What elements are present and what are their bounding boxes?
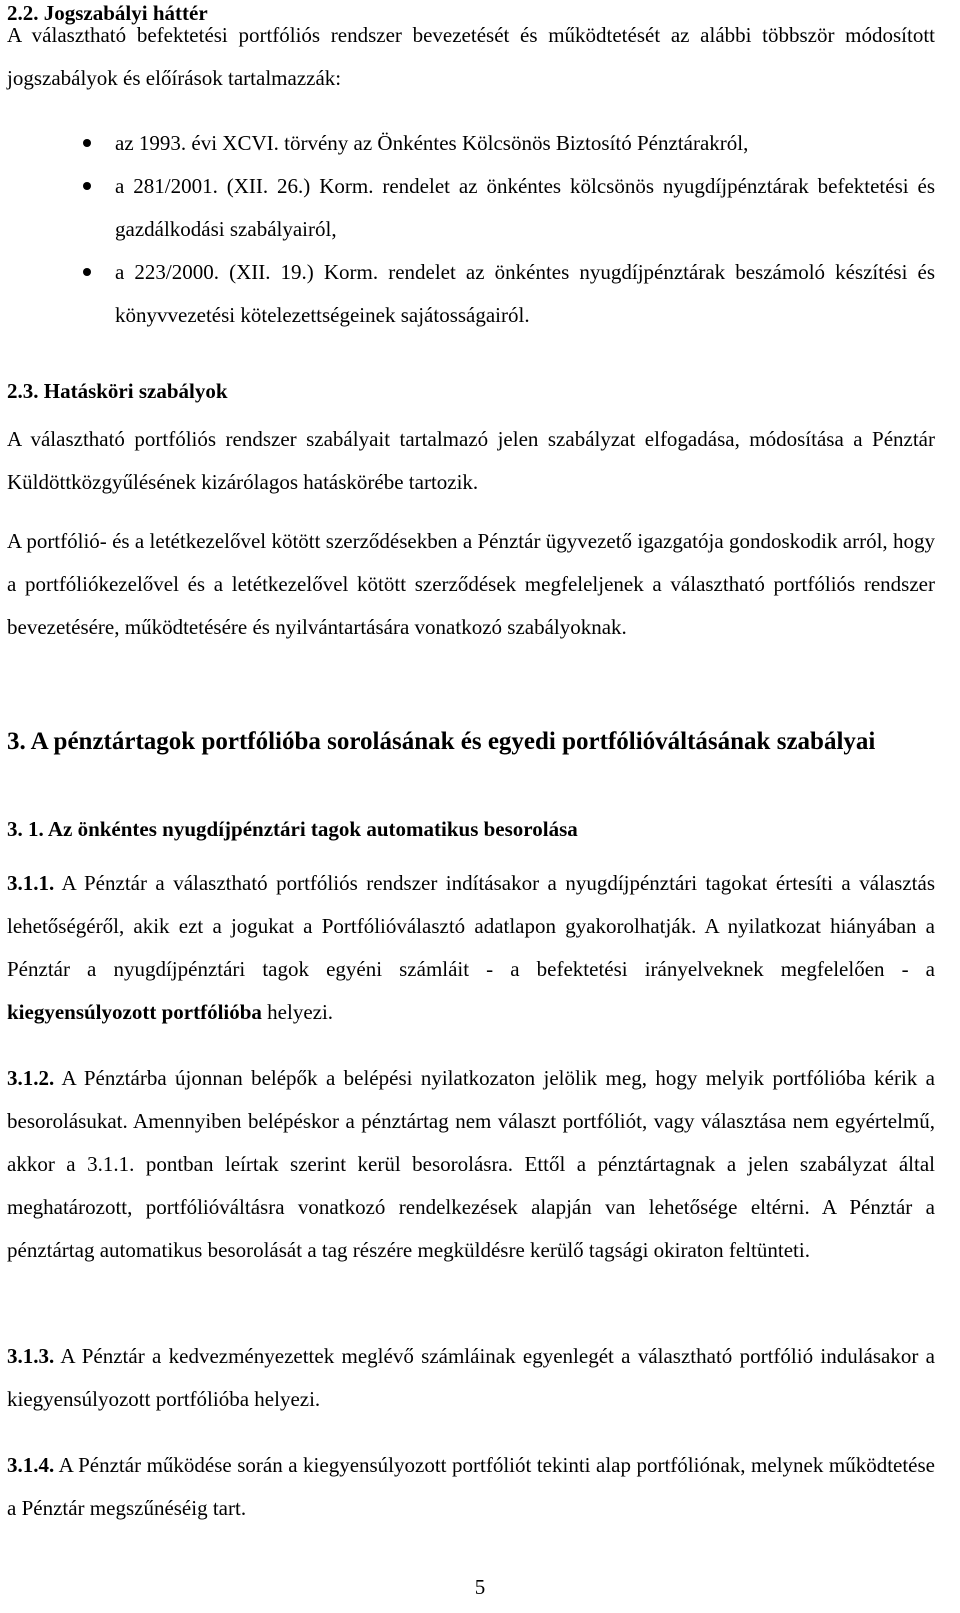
page-number: 5	[474, 1575, 486, 1599]
bullet-icon	[83, 268, 91, 276]
paragraph-number: 3.1.1.	[7, 871, 55, 895]
bullet-icon	[83, 139, 91, 147]
legal-basis-list	[7, 122, 935, 337]
section-2-2-heading: 2.2. Jogszabályi háttér	[7, 1, 208, 25]
emphasis: kiegyensúlyozott portfólióba	[7, 1000, 262, 1024]
paragraph-number: 3.1.2.	[7, 1066, 55, 1090]
paragraph-3-1-4: 3.1.4. A Pénztár működése során a kiegyensúlyozott portfóliót tekinti alap portfóliónak, melynek működtetése a Pénztár megszűnéséig tart.	[7, 1453, 935, 1520]
paragraph-number: 3.1.3.	[7, 1344, 55, 1368]
section-3-1-heading: 3. 1. Az önkéntes nyugdíjpénztári tagok automatikus besorolása	[7, 817, 578, 841]
paragraph-3-1-3: 3.1.3. A Pénztár a kedvezményezettek meglévő számláinak egyenlegét a választható portfólió indulásakor a kiegyensúlyozott portfólióba helyezi.	[7, 1344, 935, 1411]
paragraph-number: 3.1.4.	[7, 1453, 55, 1477]
list-item: a 281/2001. (XII. 26.) Korm. rendelet az önkéntes kölcsönös nyugdíjpénztárak befektetési és gazdálkodási szabályairól,	[7, 165, 935, 251]
list-item: az 1993. évi XCVI. törvény az Önkéntes Kölcsönös Biztosító Pénztárakról,	[7, 122, 935, 165]
paragraph-3-1-2: 3.1.2. A Pénztárba újonnan belépők a belépési nyilatkozaton jelölik meg, hogy melyik portfólióba kérik a besorolásukat. Amennyiben belépéskor a pénztártag nem választ portfóliót, vagy választása nem egyértelmű, akkor a 3.1.1. pontban leírtak szerint kerül besorolásra. Ettől a pénztártagnak a jelen szabályzat által meghatározott, portfólióváltásra vonatkozó rendelkezések alapján van lehetősége eltérni. A Pénztár a pénztártag automatikus besorolását a tag részére megküldésre kerülő tagsági okiraton feltünteti.	[7, 1066, 935, 1262]
section-3-heading: 3. A pénztártagok portfólióba sorolásának és egyedi portfólióváltásának szabályai	[7, 728, 876, 755]
section-2-2-intro: A választható befektetési portfóliós rendszer bevezetését és működtetését az alábbi többször módosított jogszabályok és előírások tartalmazzák:	[7, 23, 935, 90]
list-item: a 223/2000. (XII. 19.) Korm. rendelet az önkéntes nyugdíjpénztárak beszámoló készítési és könyvvezetési kötelezettségeinek sajátosságairól.	[7, 251, 935, 337]
section-2-3-para-2: A portfólió- és a letétkezelővel kötött szerződésekben a Pénztár ügyvezető igazgatója gondoskodik arról, hogy a portfóliókezelővel és a letétkezelővel kötött szerződések megfeleljenek a választható portfóliós rendszer bevezetésére, működtetésére és nyilvántartására vonatkozó szabályoknak.	[7, 529, 935, 639]
paragraph-3-1-1: 3.1.1. A Pénztár a választható portfóliós rendszer indításakor a nyugdíjpénztári tagokat értesíti a választás lehetőségéről, akik ezt a jogukat a Portfólióválasztó adatlapon gyakorolhatják. A nyilatkozat hiányában a Pénztár a nyugdíjpénztári tagok egyéni számláit - a befektetési irányelveknek megfelelően - a kiegyensúlyozott portfólióba helyezi.	[7, 871, 935, 1024]
section-2-3-para-1: A választható portfóliós rendszer szabályait tartalmazó jelen szabályzat elfogadása, módosítása a Pénztár Küldöttközgyűlésének kizárólagos hatáskörébe tartozik.	[7, 427, 935, 494]
section-2-3-heading: 2.3. Hatásköri szabályok	[7, 379, 228, 403]
bullet-icon	[83, 182, 91, 190]
